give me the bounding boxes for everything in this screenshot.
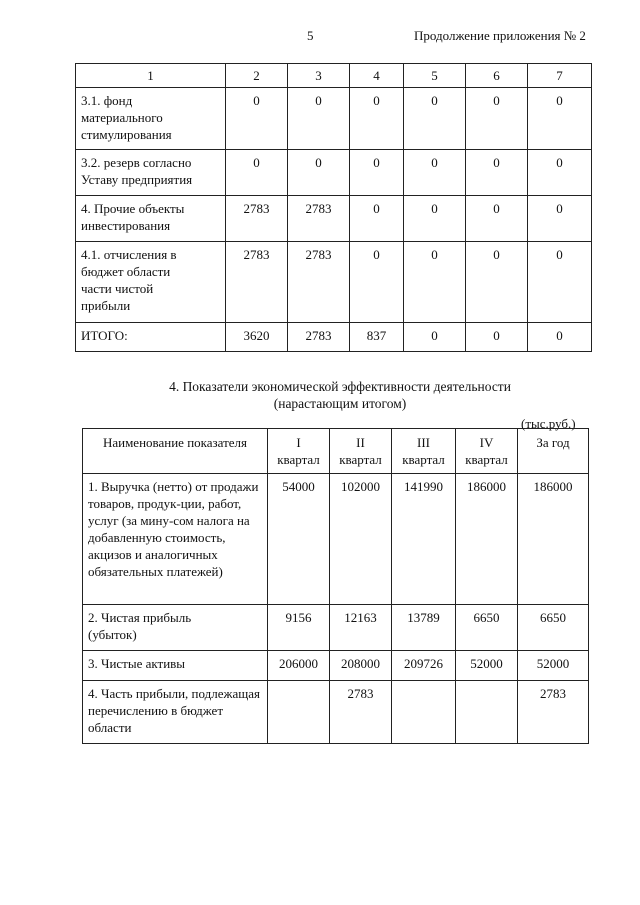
table-cell: 0 bbox=[288, 150, 350, 196]
table-cell bbox=[392, 681, 456, 744]
column-header: За год bbox=[518, 429, 589, 474]
table-cell: 12163 bbox=[330, 605, 392, 651]
table-cell: 186000 bbox=[456, 474, 518, 605]
table-cell: 102000 bbox=[330, 474, 392, 605]
row-label: 4.1. отчисления в бюджет области части чистой прибыли bbox=[76, 242, 226, 323]
table-cell: 0 bbox=[466, 242, 528, 323]
section-title: 4. Показатели экономической эффективности деятельности bbox=[169, 379, 511, 394]
table-cell: 0 bbox=[528, 323, 592, 352]
row-label: 1. Выручка (нетто) от продажи товаров, продук-ции, работ, услуг (за мину-сом налога на добавленную стоимость, акцизов и аналогичных обязательных платежей) bbox=[83, 474, 268, 605]
table-cell: 52000 bbox=[518, 651, 589, 681]
table-cell bbox=[268, 681, 330, 744]
table-row bbox=[83, 605, 589, 651]
table-row bbox=[76, 196, 592, 242]
table-header-row bbox=[83, 429, 589, 474]
table-cell: 0 bbox=[404, 242, 466, 323]
table-cell: 0 bbox=[350, 242, 404, 323]
table-row bbox=[83, 474, 589, 605]
efficiency-table bbox=[82, 428, 589, 744]
table-cell: 0 bbox=[466, 196, 528, 242]
table-cell: 0 bbox=[226, 150, 288, 196]
table-cell: 0 bbox=[350, 196, 404, 242]
continuation-caption: Продолжение приложения № 2 bbox=[414, 28, 586, 43]
table-cell: 0 bbox=[404, 88, 466, 150]
table-cell bbox=[456, 681, 518, 744]
table-cell: 186000 bbox=[518, 474, 589, 605]
table-cell: 0 bbox=[288, 88, 350, 150]
table-cell: 3620 bbox=[226, 323, 288, 352]
table-cell: 209726 bbox=[392, 651, 456, 681]
table-cell: 206000 bbox=[268, 651, 330, 681]
table-cell: 0 bbox=[528, 88, 592, 150]
table-cell: 6650 bbox=[456, 605, 518, 651]
table-cell: 6650 bbox=[518, 605, 589, 651]
table-cell: 2783 bbox=[330, 681, 392, 744]
section-subtitle: (нарастающим итогом) bbox=[273, 396, 407, 411]
table-row bbox=[83, 651, 589, 681]
row-label: 2. Чистая прибыль (убыток) bbox=[83, 605, 268, 651]
units-label: (тыс.руб.) bbox=[521, 416, 576, 431]
table-cell: 52000 bbox=[456, 651, 518, 681]
table-cell: 0 bbox=[466, 150, 528, 196]
table-cell: 0 bbox=[350, 150, 404, 196]
column-header: IV квартал bbox=[456, 429, 518, 474]
table-cell: 2783 bbox=[288, 196, 350, 242]
table-cell: 141990 bbox=[392, 474, 456, 605]
table-cell: 2783 bbox=[226, 196, 288, 242]
table-row bbox=[83, 681, 589, 744]
table-header-row bbox=[76, 64, 592, 88]
row-label: 4. Прочие объекты инвестирования bbox=[76, 196, 226, 242]
column-header: 7 bbox=[528, 64, 592, 88]
table-cell: 2783 bbox=[518, 681, 589, 744]
column-header: 3 bbox=[288, 64, 350, 88]
table-cell: 0 bbox=[528, 196, 592, 242]
column-header: Наименование показателя bbox=[83, 429, 268, 474]
column-header: II квартал bbox=[330, 429, 392, 474]
table-cell: 0 bbox=[466, 88, 528, 150]
row-label: ИТОГО: bbox=[76, 323, 226, 352]
table-cell: 0 bbox=[528, 150, 592, 196]
column-header: 4 bbox=[350, 64, 404, 88]
table-cell: 2783 bbox=[226, 242, 288, 323]
table-row bbox=[76, 88, 592, 150]
table-row-total bbox=[76, 323, 592, 352]
column-header: 5 bbox=[404, 64, 466, 88]
column-header: 6 bbox=[466, 64, 528, 88]
row-label: 3.1. фонд материального стимулирования bbox=[76, 88, 226, 150]
table-cell: 0 bbox=[404, 150, 466, 196]
table-cell: 0 bbox=[226, 88, 288, 150]
investment-table bbox=[75, 63, 592, 352]
table-cell: 0 bbox=[528, 242, 592, 323]
row-label: 4. Часть прибыли, подлежащая перечислению в бюджет области bbox=[83, 681, 268, 744]
column-header: I квартал bbox=[268, 429, 330, 474]
table-cell: 0 bbox=[404, 323, 466, 352]
table-row bbox=[76, 150, 592, 196]
column-header: 1 bbox=[76, 64, 226, 88]
row-label: 3. Чистые активы bbox=[83, 651, 268, 681]
table-cell: 9156 bbox=[268, 605, 330, 651]
table-cell: 0 bbox=[404, 196, 466, 242]
table-cell: 2783 bbox=[288, 323, 350, 352]
table-cell: 837 bbox=[350, 323, 404, 352]
column-header: 2 bbox=[226, 64, 288, 88]
table-cell: 54000 bbox=[268, 474, 330, 605]
table-row bbox=[76, 242, 592, 323]
table-cell: 2783 bbox=[288, 242, 350, 323]
page-number: 5 bbox=[307, 28, 314, 43]
table-cell: 208000 bbox=[330, 651, 392, 681]
row-label: 3.2. резерв согласно Уставу предприятия bbox=[76, 150, 226, 196]
table-cell: 0 bbox=[466, 323, 528, 352]
table-cell: 0 bbox=[350, 88, 404, 150]
table-cell: 13789 bbox=[392, 605, 456, 651]
column-header: III квартал bbox=[392, 429, 456, 474]
